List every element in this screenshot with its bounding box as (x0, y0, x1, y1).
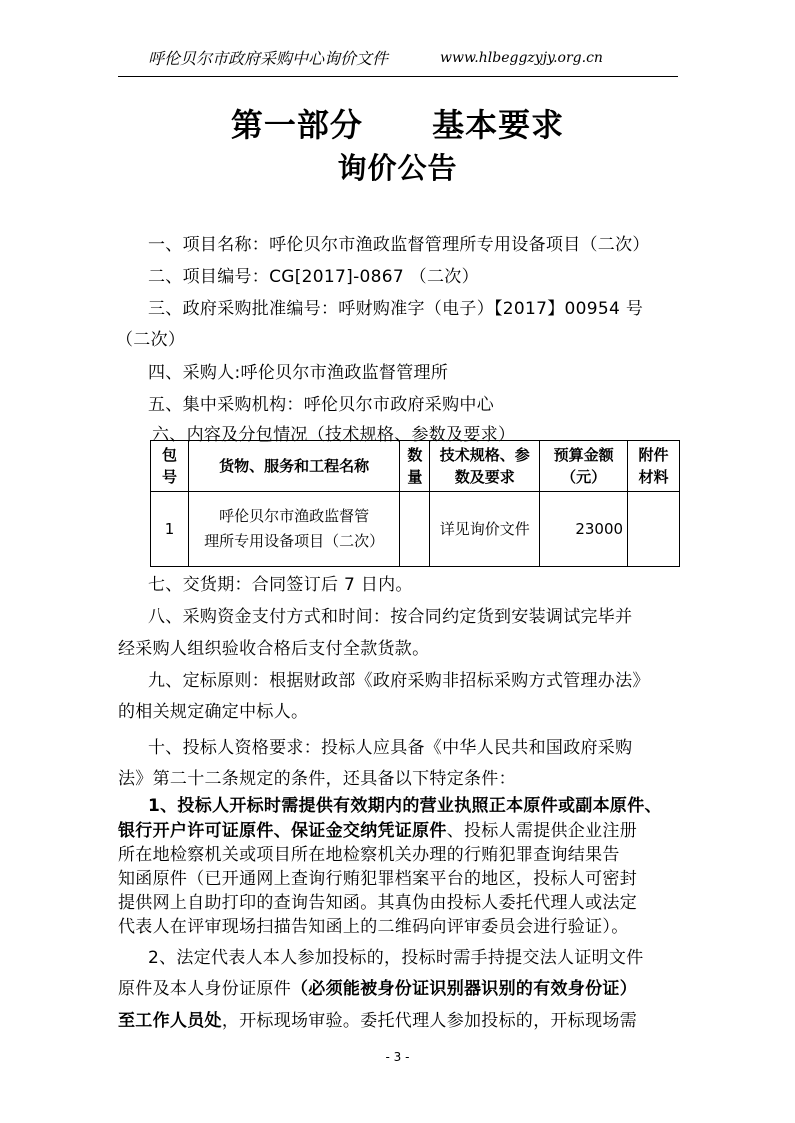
cond1-line1: 1、投标人开标时需提供有效期内的营业执照正本原件或副本原件、 (148, 796, 662, 816)
header-website: www.hlbeggzyjy.org.cn (440, 50, 603, 66)
item-project-number: 二、项目编号：CG[2017]-0867 （二次） (148, 267, 479, 287)
item-content-heading: 六、内容及分包情况（技术规格、参数及要求） (152, 425, 516, 445)
header-divider (118, 76, 678, 77)
cond1-line4: 知函原件（已开通网上查询行贿犯罪档案平台的地区，投标人可密封 (118, 869, 637, 889)
cond1-line5: 提供网上自助打印的查询告知函。其真伪由投标人委托代理人或法定 (118, 893, 637, 913)
page-number: - 3 - (385, 1050, 410, 1064)
para-payment: 八、采购资金支付方式和时间：按合同约定货到安装调试完毕并 (148, 607, 633, 627)
col-spec: 技术规格、参 数及要求 (430, 441, 540, 492)
page-header (0, 0, 795, 80)
para-qualification-cont: 法》第二十二条规定的条件，还具备以下特定条件： (118, 769, 516, 789)
table-header-row (151, 441, 680, 492)
item-approval-number: 三、政府采购批准编号：呼财购准字（电子）【2017】00954 号 (148, 299, 644, 319)
header-doc-title: 呼伦贝尔市政府采购中心询价文件 (148, 49, 389, 68)
cell-quantity (400, 492, 430, 567)
col-package: 包 号 (151, 441, 189, 492)
cond2-line2: 原件及本人身份证原件（必须能被身份证识别器识别的有效身份证） (118, 979, 637, 999)
cond1-line6: 代表人在评审现场扫描告知函上的二维码向评审委员会进行验证）。 (118, 917, 629, 937)
col-goods: 货物、服务和工程名称 (188, 441, 400, 492)
page-subtitle: 询价公告 (337, 151, 458, 185)
cell-goods: 呼伦贝尔市渔政监督管 理所专用设备项目（二次） (188, 492, 400, 567)
cell-spec: 详见询价文件 (430, 492, 540, 567)
page-title: 第一部分 基本要求 (230, 106, 565, 144)
cond2-line1: 2、法定代表人本人参加投标的，投标时需手持提交法人证明文件 (148, 948, 644, 968)
item-agency: 五、集中采购机构：呼伦贝尔市政府采购中心 (148, 395, 494, 415)
cell-package: 1 (151, 492, 189, 567)
para-award-cont: 的相关规定确定中标人。 (118, 702, 309, 722)
cond2-line3: 至工作人员处，开标现场审验。委托代理人参加投标的，开标现场需 (118, 1011, 638, 1031)
cell-budget: 23000 (540, 492, 628, 567)
col-budget: 预算金额 （元） (540, 441, 628, 492)
cond1-line2: 银行开户许可证原件、保证金交纳凭证原件、投标人需提供企业注册 (118, 821, 638, 841)
item-project-name: 一、项目名称：呼伦贝尔市渔政监督管理所专用设备项目（二次） (148, 235, 650, 255)
cond1-line3: 所在地检察机关或项目所在地检察机关办理的行贿犯罪查询结果告 (118, 845, 620, 865)
para-award: 九、定标原则：根据财政部《政府采购非招标采购方式管理办法》 (148, 671, 650, 691)
item-approval-number-cont: （二次） (116, 330, 186, 350)
item-purchaser: 四、采购人:呼伦贝尔市渔政监督管理所 (148, 363, 449, 383)
col-quantity: 数 量 (400, 441, 430, 492)
col-attachment: 附件 材料 (628, 441, 680, 492)
package-table (150, 440, 680, 567)
para-qualification: 十、投标人资格要求：投标人应具备《中华人民共和国政府采购 (148, 738, 633, 758)
para-delivery: 七、交货期：合同签订后 7 日内。 (148, 575, 413, 595)
table-row (151, 492, 680, 567)
cell-attachment (628, 492, 680, 567)
para-payment-cont: 经采购人组织验收合格后支付全款货款。 (118, 639, 430, 659)
